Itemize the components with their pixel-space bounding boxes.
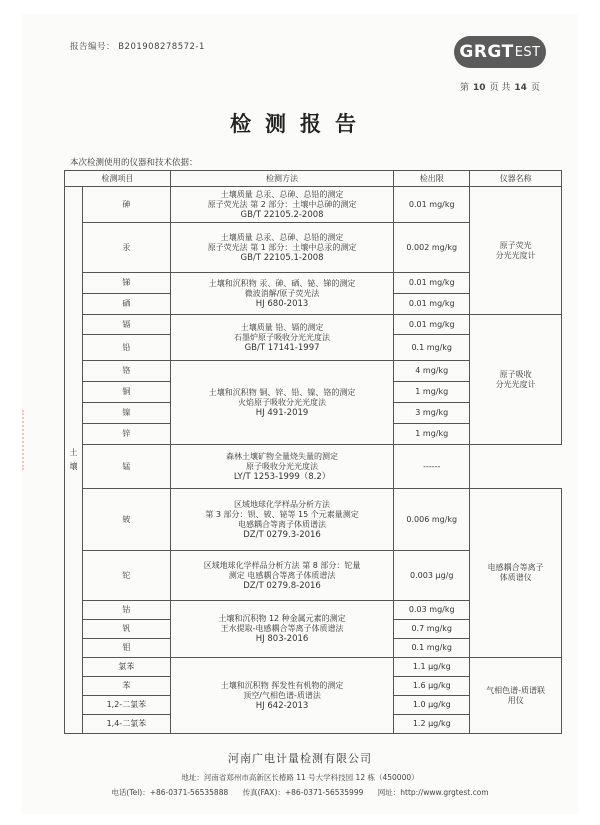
limit-cell: 4 mg/kg [394, 361, 470, 382]
instrument-line: 体质谱仪 [499, 573, 532, 582]
method-line: 原子荧光法 第 2 部分：土壤中总砷的测定 [207, 199, 357, 209]
method-line: 第 3 部分：钡、铍、铋等 15 个元素量测定 [205, 509, 359, 519]
method-line: 原子吸收分光光度法 [246, 461, 319, 471]
method-cell [170, 223, 394, 273]
method-standard: DZ/T 0279.8-2016 [243, 580, 321, 591]
limit-cell: 1.2 μg/kg [394, 715, 470, 734]
instrument-cell [470, 489, 562, 658]
page-prefix: 第 [460, 83, 470, 93]
item-cell: 硒 [82, 294, 170, 315]
method-line: 火焰原子吸收分光光度法 [238, 397, 327, 407]
item-cell: 锑 [82, 273, 170, 294]
limit-cell: 0.01 mg/kg [394, 315, 470, 335]
method-line: 土壤和沉积物 铜、锌、铅、镍、铬的测定 [208, 387, 356, 397]
limit-cell: 3 mg/kg [394, 403, 470, 424]
page-current: 10 [473, 83, 486, 93]
instrument-cell [470, 658, 562, 734]
method-standard: HJ 642-2013 [255, 700, 309, 711]
method-cell [170, 273, 394, 315]
method-line: 土壤和沉积物 汞、砷、硒、铋、锑的测定 [208, 278, 356, 288]
header-instrument: 仪器名称 [470, 171, 562, 187]
item-cell: 砷 [82, 187, 170, 223]
limit-cell: 0.003 μg/g [394, 551, 470, 601]
instrument-line: 原子荧光 [499, 240, 532, 250]
method-standard: GB/T 17141-1997 [244, 342, 320, 353]
method-line: 区域地球化学样品分析方法 第 8 部分：铊量 [203, 560, 361, 570]
footer-fax: 传真(FAX)：+86-0371-56535999 [242, 788, 364, 797]
item-cell: 氯苯 [82, 658, 170, 677]
method-line: 土壤质量 总汞、总砷、总铅的测定 [220, 232, 344, 242]
method-standard: HJ 491-2019 [255, 407, 309, 418]
method-line: 土壤质量 总汞、总砷、总铅的测定 [220, 189, 344, 199]
method-line: 王水提取-电感耦合等离子体质谱法 [220, 624, 344, 633]
item-cell: 锰 [82, 445, 170, 489]
limit-cell: 0.01 mg/kg [394, 187, 470, 223]
method-cell [170, 658, 394, 734]
category-char: 壤 [69, 462, 78, 471]
page-indicator [460, 80, 540, 93]
method-line: 原子荧光法 第 1 部分：土壤中总汞的测定 [207, 242, 357, 252]
item-cell: 苯 [82, 677, 170, 696]
instrument-cell [470, 315, 562, 445]
instrument-cell [470, 187, 562, 315]
item-cell: 锌 [82, 424, 170, 445]
header-method: 检测方法 [170, 171, 394, 187]
instrument-line: 气相色谱-质谱联 [486, 685, 546, 695]
limit-cell: 0.03 mg/kg [394, 601, 470, 620]
method-standard: DZ/T 0279.3-2016 [243, 529, 321, 540]
instruments-table [64, 170, 562, 734]
limit-cell: 1.1 μg/kg [394, 658, 470, 677]
method-line: 区域地球化学样品分析方法 [234, 499, 331, 509]
logo-sub-text: EST [514, 44, 541, 60]
report-title: 检测报告 [230, 111, 370, 136]
table-row [65, 315, 562, 335]
method-line: 土壤和沉积物 挥发性有机物的测定 [220, 680, 344, 690]
item-cell: 1,2-二氯苯 [82, 696, 170, 715]
table-row [65, 658, 562, 677]
limit-cell: 1.0 μg/kg [394, 696, 470, 715]
method-cell [170, 315, 394, 361]
method-standard: LY/T 1253-1999（8.2） [233, 471, 331, 482]
item-cell: 铅 [82, 335, 170, 361]
method-standard: HJ 803-2016 [255, 634, 309, 644]
instrument-line: 分光光度计 [495, 379, 536, 389]
header-item: 检测项目 [65, 171, 171, 187]
method-line: 森林土壤矿物全量烧失量的测定 [226, 451, 339, 461]
page-suffix: 页 [530, 83, 540, 93]
instrument-line: 原子吸收 [499, 369, 532, 379]
category-char: 土 [69, 448, 78, 457]
instrument-line: 分光光度计 [495, 250, 536, 260]
instrument-line: 用仪 [507, 695, 524, 705]
limit-cell: 1.6 μg/kg [394, 677, 470, 696]
intro-text: 本次检测使用的仪器和技术依据： [70, 158, 198, 168]
method-line: 石墨炉原子吸收分光光度法 [234, 332, 331, 342]
method-cell [170, 187, 394, 223]
footer-address: 地址：河南省郑州市高新区长椿路 11 号大学科技园 12 栋（450000） [181, 773, 419, 782]
method-standard: HJ 680-2013 [255, 298, 309, 309]
method-cell [170, 489, 394, 551]
method-line: 测定 电感耦合等离子体质谱法 [228, 570, 336, 580]
limit-cell: 1 mg/kg [394, 382, 470, 403]
category-cell [65, 187, 83, 734]
item-cell: 铬 [82, 361, 170, 382]
item-cell: 镍 [82, 403, 170, 424]
item-cell: 铜 [82, 382, 170, 403]
report-number: 报告编号： B201908278572-1 [70, 42, 205, 52]
item-cell: 镉 [82, 315, 170, 335]
limit-cell: 0.1 mg/kg [394, 335, 470, 361]
footer-web: 网址：http://www.grgtest.com [377, 788, 489, 797]
item-cell: 1,4-二氯苯 [82, 715, 170, 734]
method-cell [170, 361, 394, 445]
method-line: 土壤和沉积物 12 种金属元素的测定 [218, 614, 346, 623]
limit-cell: 0.002 mg/kg [394, 223, 470, 273]
limit-cell: 0.01 mg/kg [394, 294, 470, 315]
method-cell [170, 551, 394, 601]
item-cell: 钼 [82, 639, 170, 658]
method-line: 顶空/气相色谱-质谱法 [243, 690, 321, 700]
footer-tel: 电话(Tel)：+86-0371-56535888 [111, 788, 229, 797]
item-cell: 汞 [82, 223, 170, 273]
item-cell: 铊 [82, 551, 170, 601]
table-row [65, 187, 562, 223]
seal-stamp-mark [22, 410, 48, 470]
header-limit: 检出限 [394, 171, 470, 187]
limit-cell: ------ [394, 445, 470, 489]
table-header-row [65, 171, 562, 187]
limit-cell: 0.7 mg/kg [394, 620, 470, 639]
page-mid: 页 共 [489, 83, 511, 93]
limit-cell: 0.006 mg/kg [394, 489, 470, 551]
limit-cell: 1 mg/kg [394, 424, 470, 445]
table-row [65, 445, 562, 489]
method-cell [170, 445, 394, 489]
item-cell: 铍 [82, 489, 170, 551]
method-standard: GB/T 22105.1-2008 [240, 252, 324, 263]
footer-contact [0, 787, 600, 798]
instrument-line: 电感耦合等离子 [487, 563, 544, 572]
method-standard: GB/T 22105.2-2008 [240, 209, 324, 220]
item-cell: 钴 [82, 601, 170, 620]
method-line: 电感耦合等离子体质谱法 [238, 519, 327, 529]
limit-cell: 0.1 mg/kg [394, 639, 470, 658]
logo-main-text: GRGT [459, 42, 514, 62]
method-cell [170, 601, 394, 658]
page-total: 14 [514, 83, 527, 93]
limit-cell: 0.01 mg/kg [394, 273, 470, 294]
grgtest-logo [454, 36, 546, 68]
method-line: 微波消解/原子荧光法 [244, 288, 320, 298]
item-cell: 钒 [82, 620, 170, 639]
footer-company: 河南广电计量检测有限公司 [228, 752, 372, 765]
method-line: 土壤质量 铅、镉的测定 [240, 322, 324, 332]
table-row [65, 489, 562, 551]
